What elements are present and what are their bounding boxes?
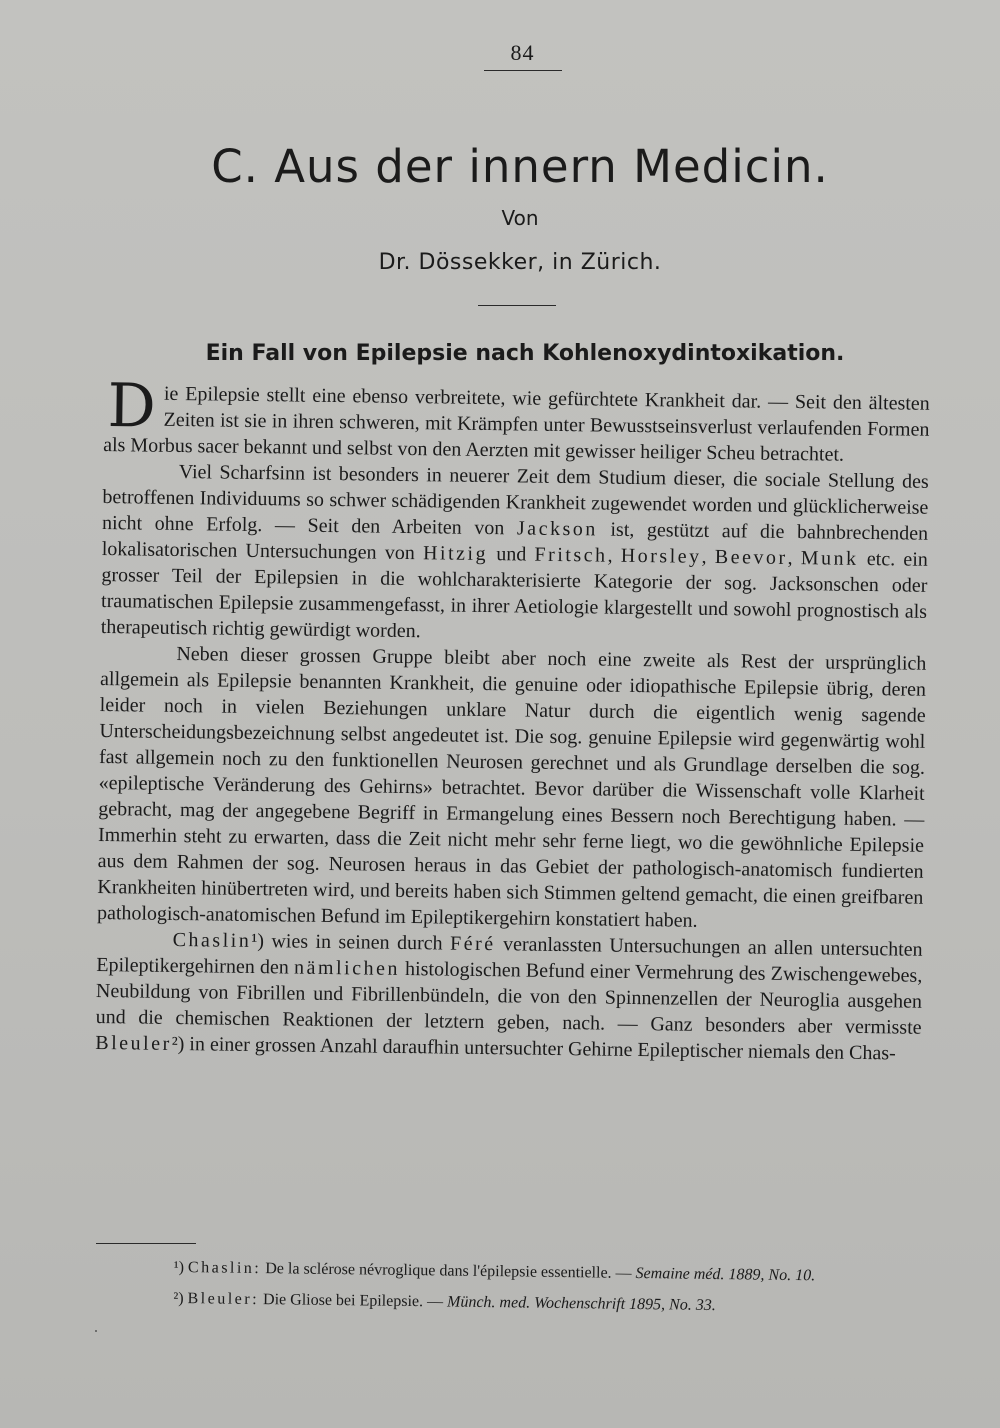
name-hitzig: Hitzig xyxy=(422,542,489,566)
paragraph-1 xyxy=(103,371,930,469)
word-naemlichen: nämlichen xyxy=(293,956,401,980)
paragraph-3: Neben dieser grossen Gruppe bleibt aber noch eine zweite als Rest der ursprünglich allgemein als Epilepsie benannten Krankheit, die genuine oder idiopathische Epilepsie übrig, deren leider noch in vielen Beziehungen unklare Natur durch die eigentlich wenig sagende Unterscheidungsbezeichnung selbst angedeutet ist. Die sog. genuine Epilepsie wird gegenwärtig wohl fast allgemein noch zu den funktionellen Neurosen gerechnet und als Grundlage derselben die sog. «epileptische Veränderung des Gehirns» betrachtet. Bevor darüber die Wissenschaft volle Klarheit gebracht, mag der angegebene Begriff in Ermangelung eines Bessern noch Berechtigung haben. — Immerhin steht zu erwarten, dass die Zeit nicht mehr sehr ferne liegt, wo die gewöhnliche Epilepsie aus dem Rahmen der sog. Neurosen heraus in das Gebiet der pathologisch-anatomisch fundierten Krankheiten hinübertreten wird, und bereits haben sich Stimmen geltend gemacht, die einen greifbaren pathologisch-anatomischen Befund im Epileptikergehirn konstatiert haben. xyxy=(96,642,927,932)
name-fere: Féré xyxy=(449,932,496,956)
footnote-1-author: Chaslin: xyxy=(187,1259,262,1278)
name-beevor: Beevor xyxy=(714,546,788,569)
article-title: Ein Fall von Epilepsie nach Kohlenoxydintoxikation. xyxy=(205,341,845,366)
byline-von: Von xyxy=(501,206,539,230)
author-name: Dr. Dössekker, in Zürich. xyxy=(378,250,662,275)
paragraph-4-text-a: wies in seinen durch xyxy=(271,930,443,955)
paragraph-2-text-b: ist, gestützt auf die bahnbrechenden lokalisatorischen Untersuchungen von xyxy=(101,518,929,565)
name-chaslin: Chaslin xyxy=(172,928,252,952)
article-body xyxy=(95,371,930,1067)
name-jackson: Jackson xyxy=(516,517,598,541)
paragraph-4-text-d: in einer grossen Anzahl daraufhin untersuchter Gehirne Epileptischer niemals den Chas- xyxy=(189,1033,896,1065)
footnote-1 xyxy=(104,1256,924,1289)
footnote-1-source: Semaine méd. 1889, No. 10. xyxy=(635,1264,816,1285)
paragraph-1-text: ie Epilepsie stellt eine ebenso verbreitete, wie gefürchtete Krankheit dar. — Seit den ältesten Zeiten ist sie in ihren schweren, mit Krämpfen unter Bewusstseinsverlust verlaufenden Formen als Morbus sacer bekannt und selbst von den Aerzten mit gewisser heiliger Scheu betrachtet. xyxy=(103,382,930,466)
footnotes xyxy=(103,1256,924,1329)
footnote-ref-2: ²) xyxy=(171,1032,185,1056)
section-title: C. Aus der innern Medicin. xyxy=(211,140,829,193)
footnote-rule xyxy=(96,1243,196,1244)
paragraph-4 xyxy=(95,926,923,1067)
paragraph-2-text-c: etc. ein grosser Teil der Epilepsien in die wohlcharakterisierte Kategorie der sog. Jacksonschen oder traumatischen Epilepsie zusammengefasst, in ihrer Aetiologie klargestellt und sowohl prognostisch als therapeutisch richtig gewürdigt worden. xyxy=(100,548,928,643)
paragraph-2-und: und xyxy=(496,543,527,566)
header-rule xyxy=(484,70,562,71)
footnote-1-mark: ¹) xyxy=(173,1258,185,1277)
title-rule xyxy=(478,305,556,306)
name-fritsch: Fritsch xyxy=(534,543,608,567)
footnote-2-text: Die Gliose bei Epilepsie. — xyxy=(263,1291,444,1311)
footnote-2-author: Bleuler: xyxy=(187,1290,260,1309)
name-bleuler: Bleuler xyxy=(95,1031,172,1055)
footnote-2-mark: ²) xyxy=(173,1289,184,1308)
footnote-1-text: De la sclérose névroglique dans l'épilepsie essentielle. — xyxy=(265,1260,632,1282)
paragraph-2: Viel Scharfsinn ist besonders in neuerer Zeit dem Studium dieser, die sociale Stellung des betroffenen Individuums so schwer schädigenden Krankheit zugewendet worden und glücklicherweise nicht ohne Erfolg. — Seit den Arbeiten von Jackson ist, gestützt auf die bahnbrechenden lokalisatorischen Untersuchungen von Hitzig und Fritsch, Horsley, Beevor, Munk etc. ein grosser Teil der Epilepsien in die wohlcharakterisierte Kategorie der sog. Jacksonschen oder traumatischen Epilepsie zusammengefasst, in ihrer Aetiologie klargestellt und sowohl prognostisch als therapeutisch richtig gewürdigt worden. xyxy=(100,460,929,643)
paragraph-4-text-b: veranlassten Untersuchungen an allen untersuchten Epileptikergehirnen den xyxy=(96,933,923,979)
name-munk: Munk xyxy=(800,547,859,570)
page-number: 84 xyxy=(510,40,535,65)
paragraph-2-text-a: Viel Scharfsinn ist besonders in neuerer Zeit dem Studium dieser, die sociale Stellung des betroffenen Individuums so schwer schädigenden Krankheit zugewendet worden und glücklicherweise nicht ohne Erfolg. — Seit den Arbeiten von xyxy=(101,460,929,540)
paper-speck xyxy=(95,1330,97,1332)
name-horsley: Horsley xyxy=(620,544,702,568)
paragraph-4-text-c: histologischen Befund einer Vermehrung des Zwischengewebes, Neubildung von Fibrillen und Fibrillenbündeln, die von den Spinnenzellen der Neuroglia ausgehen und die chemischen Reaktionen der letztern geben, nach. — Ganz besonders aber vermisste xyxy=(95,957,923,1039)
footnote-ref-1: ¹) xyxy=(251,929,265,953)
footnote-2 xyxy=(103,1287,923,1320)
drop-cap: D xyxy=(107,371,157,442)
footnote-2-source: Münch. med. Wochenschrift 1895, No. 33. xyxy=(446,1293,716,1315)
